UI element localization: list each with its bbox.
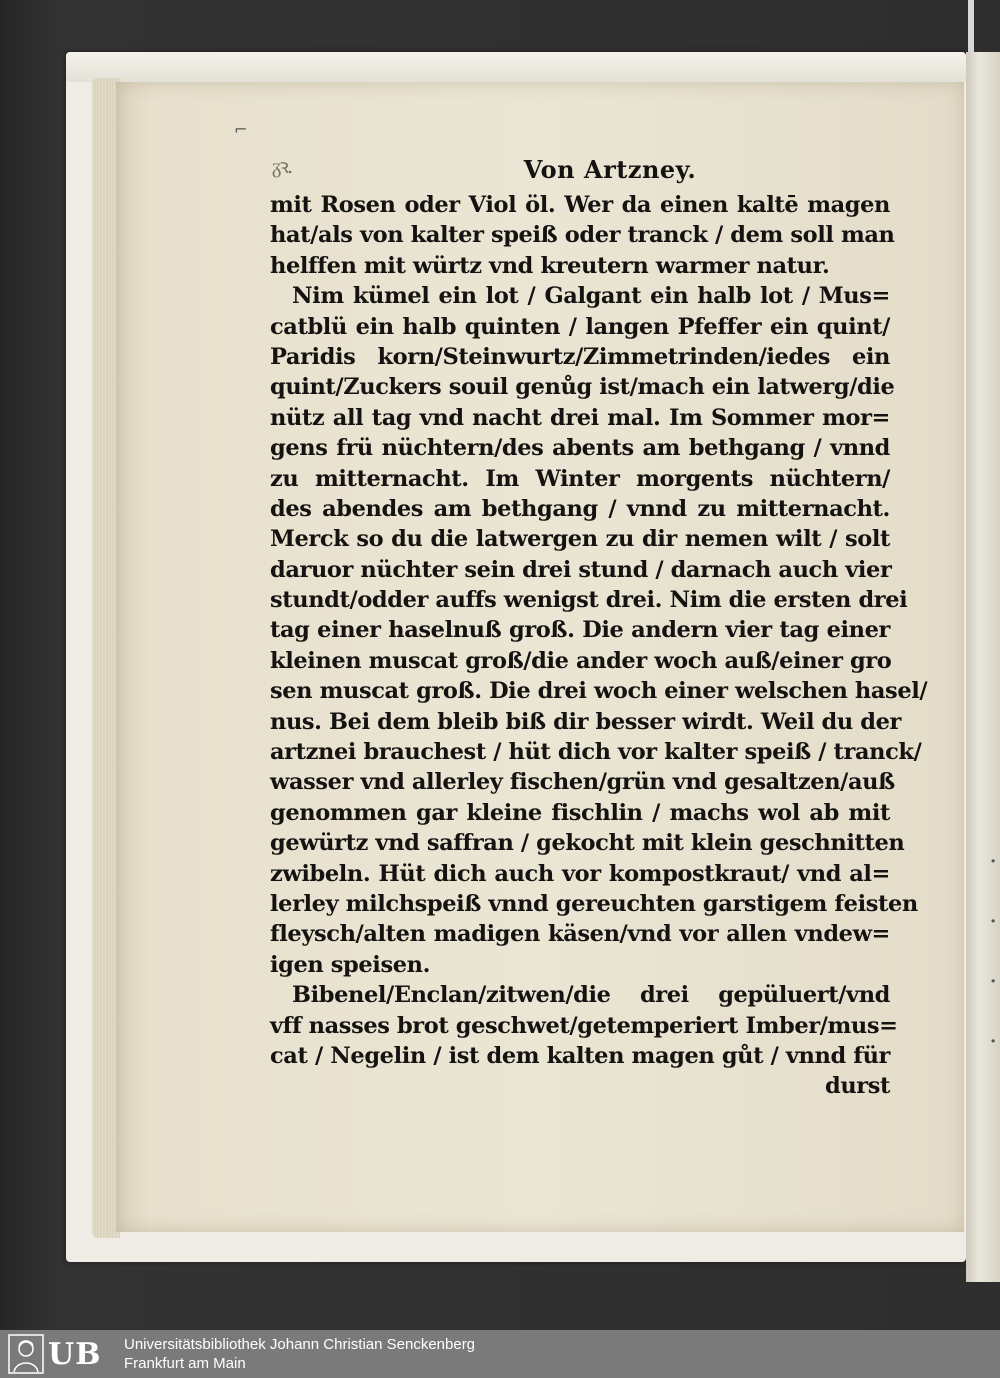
text-line: lerley milchspeiß vnnd gereuchten garstigem feisten (270, 890, 918, 917)
text-line: kleinen muscat groß/die ander woch auß/einer gro (270, 647, 892, 674)
text-line: vff nasses brot geschwet/getemperiert Imber/mus= (270, 1012, 898, 1039)
scan-ruler (968, 0, 974, 52)
footer-bar (0, 1330, 1000, 1378)
institution-line-1: Universitätsbibliothek Johann Christian Senckenberg (124, 1336, 476, 1353)
facing-page-marks: · · · · (990, 851, 997, 1052)
text-line: wasser vnd allerley fischen/grün vnd gesaltzen/auß (270, 769, 895, 796)
text-line: Nim kümel ein lot / Galgant ein halb lot / Mus= (292, 283, 890, 310)
text-line: gewürtz vnd saffran / gekocht mit klein geschnitten (270, 830, 905, 857)
holder-fold (66, 52, 966, 82)
text-line: Merck so du die latwergen zu dir nemen wilt / solt (270, 526, 890, 553)
library-logo[interactable] (8, 1334, 116, 1374)
margin-tick: ⌐ (234, 120, 248, 139)
text-line: artznei brauchest / hüt dich vor kalter speiß / tranck/ (270, 739, 922, 766)
text-line: tag einer haselnuß groß. Die andern vier tag einer (270, 617, 890, 644)
text-line: genommen gar kleine fischlin / machs wol ab mit (270, 799, 890, 826)
text-line: quint/Zuckers souil genůg ist/mach ein latwerg/die (270, 374, 895, 401)
text-line: sen muscat groß. Die drei woch einer welschen hasel/ (270, 678, 928, 705)
text-line: catblü ein halb quinten / langen Pfeffer ein quint/ (270, 313, 890, 340)
running-head: Von Artzney. (523, 155, 697, 184)
text-line: stundt/odder auffs wenigst drei. Nim die ersten drei (270, 587, 908, 614)
text-line: helffen mit würtz vnd kreutern warmer natur. (270, 252, 830, 279)
institution-name (124, 1335, 475, 1373)
text-line: daruor nüchter sein drei stund / darnach auch vier (270, 556, 892, 583)
senckenberg-portrait-icon (8, 1334, 44, 1374)
text-line: Bibenel/Enclan/zitwen/die drei gepüluert/vnd (292, 982, 890, 1009)
text-line: mit Rosen oder Viol öl. Wer da einen kaltē magen (270, 192, 890, 218)
text-line: zu mitternacht. Im Winter morgents nüchtern/ (270, 465, 890, 492)
text-line: zwibeln. Hüt dich auch vor kompostkraut/ vnd al= (270, 860, 890, 887)
text-line: fleysch/alten madigen käsen/vnd vor allen vndew= (270, 921, 890, 948)
text-line: nus. Bei dem bleib biß dir besser wirdt. Weil du der (270, 708, 901, 735)
text-line: cat / Negelin / ist dem kalten magen gůt / vnnd für (270, 1042, 890, 1069)
marginal-note: ᵹꝛ. (272, 154, 292, 178)
page-text (270, 150, 928, 1102)
text-line: hat/als von kalter speiß oder tranck / dem soll man (270, 222, 895, 249)
institution-line-2: Frankfurt am Main (124, 1355, 246, 1372)
text-line: des abendes am bethgang / vnnd zu mitternacht. (270, 495, 890, 522)
text-line: igen speisen. (270, 951, 431, 978)
catchword: durst (824, 1073, 890, 1100)
text-line: Paridis korn/Steinwurtz/Zimmetrinden/iedes ein (270, 343, 890, 370)
text-line: gens frü nüchtern/des abents am bethgang / vnnd (270, 435, 890, 462)
logo-ub-text: UB (48, 1336, 102, 1372)
text-line: nütz all tag vnd nacht drei mal. Im Sommer mor= (270, 404, 890, 431)
facing-page-strip (966, 52, 1000, 1282)
